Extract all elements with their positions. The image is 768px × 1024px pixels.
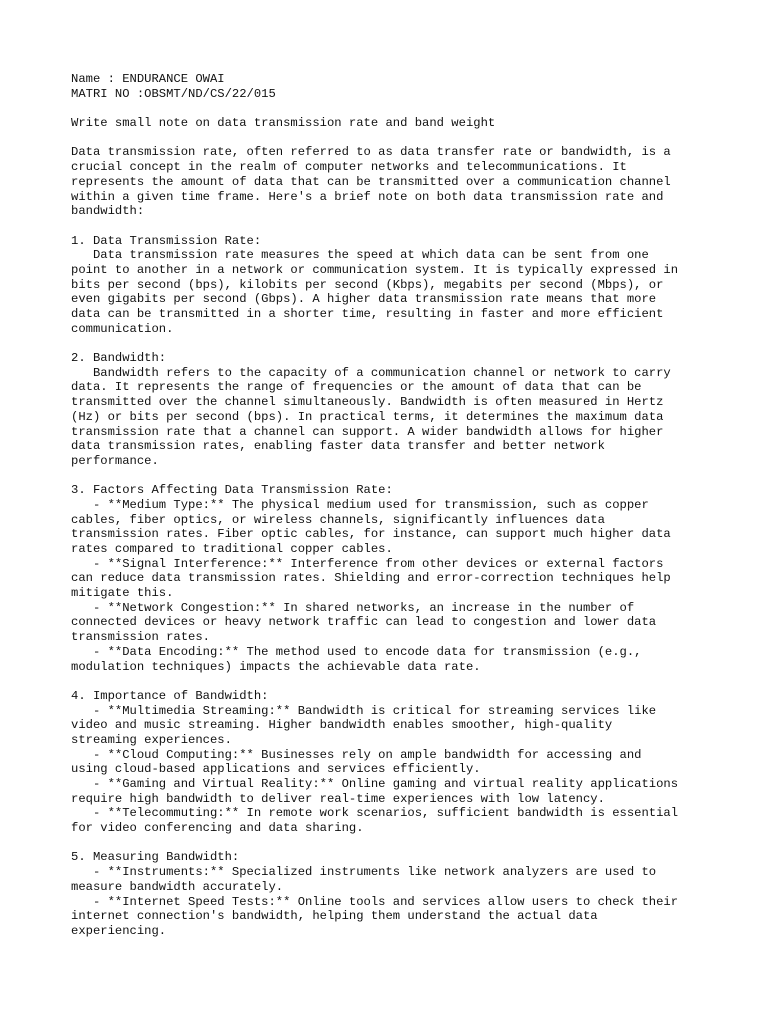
text-line: transmission rates.	[71, 630, 210, 645]
blank-line	[71, 469, 711, 484]
text-line: Write small note on data transmission rate and band weight	[71, 116, 496, 131]
blank-line	[71, 219, 711, 234]
text-line: video and music streaming. Higher bandwidth enables smoother, high-quality	[71, 718, 613, 733]
text-line: Bandwidth refers to the capacity of a communication channel or network to carry	[71, 365, 671, 380]
text-line: MATRI NO :OBSMT/ND/CS/22/015	[71, 86, 276, 101]
text-line: - **Network Congestion:** In shared networks, an increase in the number of	[71, 600, 635, 615]
text-line: 1. Data Transmission Rate:	[71, 233, 262, 248]
text-line: streaming experiences.	[71, 732, 232, 747]
text-line: - **Internet Speed Tests:** Online tools and services allow users to check their	[71, 894, 679, 909]
text-line: within a given time frame. Here's a brief note on both data transmission rate and	[71, 189, 664, 204]
text-line: - **Medium Type:** The physical medium used for transmission, such as copper	[71, 497, 649, 512]
blank-line	[71, 836, 711, 851]
text-line: - **Multimedia Streaming:** Bandwidth is critical for streaming services like	[71, 703, 657, 718]
text-line: data transmission rates, enabling faster data transfer and better network	[71, 439, 605, 454]
text-line: Data transmission rate, often referred to as data transfer rate or bandwidth, is a	[71, 145, 671, 160]
text-line: measure bandwidth accurately.	[71, 879, 284, 894]
text-line: 4. Importance of Bandwidth:	[71, 688, 269, 703]
text-line: data. It represents the range of frequencies or the amount of data that can be	[71, 380, 642, 395]
text-line: bandwidth:	[71, 204, 145, 219]
text-line: connected devices or heavy network traffic can lead to congestion and lower data	[71, 615, 657, 630]
text-line: 2. Bandwidth:	[71, 351, 167, 366]
text-line: transmission rates. Fiber optic cables, for instance, can support much higher data	[71, 527, 671, 542]
text-line: 5. Measuring Bandwidth:	[71, 850, 240, 865]
text-line: bits per second (bps), kilobits per second (Kbps), megabits per second (Mbps), or	[71, 277, 664, 292]
text-line: even gigabits per second (Gbps). A higher data transmission rate means that more	[71, 292, 657, 307]
text-line: internet connection's bandwidth, helping them understand the actual data	[71, 909, 598, 924]
text-line: - **Cloud Computing:** Businesses rely on ample bandwidth for accessing and	[71, 747, 642, 762]
text-line: performance.	[71, 453, 159, 468]
text-line: - **Data Encoding:** The method used to encode data for transmission (e.g.,	[71, 644, 642, 659]
text-line: mitigate this.	[71, 586, 174, 601]
text-line: 3. Factors Affecting Data Transmission Rate:	[71, 483, 393, 498]
text-line: using cloud-based applications and services efficiently.	[71, 762, 481, 777]
text-line: transmission rate that a channel can support. A wider bandwidth allows for higher	[71, 424, 664, 439]
text-line: - **Signal Interference:** Interference from other devices or external factors	[71, 556, 664, 571]
text-line: data can be transmitted in a shorter time, resulting in faster and more efficient	[71, 307, 664, 321]
blank-line	[71, 336, 711, 351]
blank-line	[71, 674, 711, 689]
text-line: - **Instruments:** Specialized instruments like network analyzers are used to	[71, 865, 657, 880]
text-line: transmitted over the channel simultaneously. Bandwidth is often measured in Hertz	[71, 395, 664, 410]
text-line: can reduce data transmission rates. Shielding and error-correction techniques help	[71, 571, 671, 586]
text-line: require high bandwidth to deliver real-time experiences with low latency.	[71, 791, 605, 806]
text-line: rates compared to traditional copper cables.	[71, 542, 393, 556]
text-line: for video conferencing and data sharing.	[71, 821, 364, 836]
text-line: Data transmission rate measures the speed at which data can be sent from one	[71, 248, 649, 263]
text-line: communication.	[71, 321, 174, 336]
text-line: Name : ENDURANCE OWAI	[71, 72, 225, 86]
text-line: (Hz) or bits per second (bps). In practical terms, it determines the maximum data	[71, 409, 664, 424]
text-line: - **Gaming and Virtual Reality:** Online gaming and virtual reality applications	[71, 777, 679, 791]
text-line: crucial concept in the realm of computer networks and telecommunications. It	[71, 160, 627, 175]
text-line: point to another in a network or communication system. It is typically expressed in	[71, 262, 679, 277]
blank-line	[71, 101, 711, 116]
text-line: represents the amount of data that can be transmitted over a communication channel	[71, 174, 671, 189]
text-line: modulation techniques) impacts the achievable data rate.	[71, 659, 481, 674]
document-body	[71, 72, 711, 939]
blank-line	[71, 131, 711, 146]
text-line: - **Telecommuting:** In remote work scenarios, sufficient bandwidth is essential	[71, 806, 679, 821]
text-line: cables, fiber optics, or wireless channels, significantly influences data	[71, 512, 605, 527]
text-line: experiencing.	[71, 923, 167, 938]
